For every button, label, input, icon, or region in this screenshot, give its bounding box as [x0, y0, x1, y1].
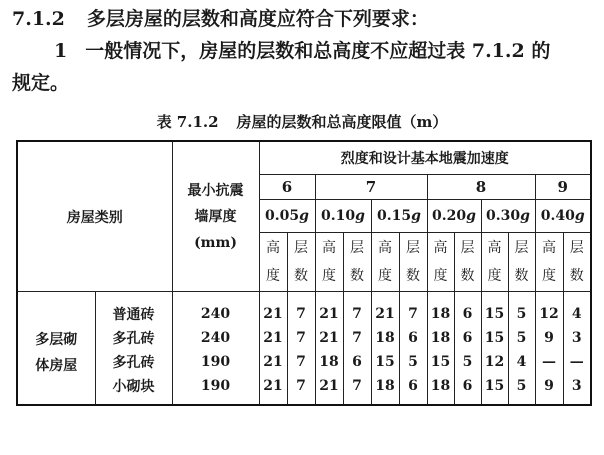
cell: 3: [563, 326, 591, 350]
cell: 21: [315, 326, 343, 350]
cell: 18: [371, 326, 399, 350]
cell: 15: [481, 292, 508, 327]
cell: 18: [315, 350, 343, 374]
floors-label: 层 数: [508, 233, 535, 292]
cell: 6: [343, 350, 371, 374]
cell: 4: [508, 350, 535, 374]
caption-number: 表 7.1.2: [156, 113, 219, 131]
cell: 5: [508, 326, 535, 350]
group-label: 多层砌 体房屋: [17, 292, 95, 406]
cell: 21: [371, 292, 399, 327]
cell: 3: [563, 374, 591, 405]
intensity-6: 6: [259, 175, 315, 200]
accel-0-30g: 0.30g: [481, 200, 535, 233]
height-label: 高 度: [481, 233, 508, 292]
item-text: 一般情况下，房屋的层数和总高度不应超过表 7.1.2 的: [85, 40, 551, 62]
thickness-line-3: (mm): [194, 234, 237, 251]
cell: 21: [315, 292, 343, 327]
row-thickness: 190: [172, 374, 259, 405]
cell: 5: [508, 292, 535, 327]
accel-0-40g: 0.40g: [535, 200, 591, 233]
cell: 9: [535, 374, 563, 405]
cell: 9: [535, 326, 563, 350]
floors-label: 层 数: [563, 233, 591, 292]
table-row: [17, 292, 591, 327]
row-type: 普通砖: [95, 292, 172, 327]
height-label: 高 度: [535, 233, 563, 292]
cell: 7: [287, 292, 315, 327]
cell: —: [563, 350, 591, 374]
cell: 18: [371, 374, 399, 405]
intensity-header: 烈度和设计基本地震加速度: [259, 141, 591, 175]
intensity-8: 8: [427, 175, 535, 200]
height-label: 高 度: [315, 233, 343, 292]
height-label: 高 度: [259, 233, 287, 292]
accel-0-15g: 0.15g: [371, 200, 427, 233]
cell: 21: [259, 350, 287, 374]
cell: 15: [481, 326, 508, 350]
table-row: [17, 374, 591, 405]
cell: 4: [563, 292, 591, 327]
table-row: [17, 326, 591, 350]
item-1: [54, 38, 550, 64]
item-text-cont: 规定。: [12, 72, 70, 94]
cell: 5: [399, 350, 427, 374]
row-thickness: 240: [172, 292, 259, 327]
cell: 12: [481, 350, 508, 374]
clause-text: 多层房屋的层数和高度应符合下列要求：: [86, 8, 429, 30]
cell: 18: [427, 374, 454, 405]
cell: 6: [454, 374, 481, 405]
row-thickness: 190: [172, 350, 259, 374]
cell: 7: [287, 326, 315, 350]
accel-0-10g: 0.10g: [315, 200, 371, 233]
cell: 7: [399, 292, 427, 327]
row-type: 多孔砖: [95, 350, 172, 374]
cell: —: [535, 350, 563, 374]
cell: 15: [371, 350, 399, 374]
accel-0-20g: 0.20g: [427, 200, 481, 233]
cell: 7: [287, 374, 315, 405]
cell: 6: [399, 326, 427, 350]
floors-label: 层 数: [287, 233, 315, 292]
cell: 7: [343, 374, 371, 405]
row-type: 多孔砖: [95, 326, 172, 350]
table-caption: [0, 111, 604, 132]
clause-7-1-2: [12, 6, 429, 32]
item-number: 1: [54, 40, 68, 62]
table-row: [17, 350, 591, 374]
cell: 5: [454, 350, 481, 374]
accel-0-05g: 0.05g: [259, 200, 315, 233]
cell: 7: [343, 326, 371, 350]
cell: 7: [287, 350, 315, 374]
cell: 15: [481, 374, 508, 405]
caption-text: 房屋的层数和总高度限值（m）: [236, 113, 448, 131]
row-thickness: 240: [172, 326, 259, 350]
height-label: 高 度: [427, 233, 454, 292]
row-type: 小砌块: [95, 374, 172, 405]
cell: 7: [343, 292, 371, 327]
cell: 18: [427, 292, 454, 327]
category-header: 房屋类别: [17, 141, 172, 292]
table-body: [17, 292, 591, 406]
thickness-line-2: 墙厚度: [194, 208, 237, 225]
intensity-9: 9: [535, 175, 591, 200]
thickness-line-1: 最小抗震: [187, 182, 244, 199]
cell: 6: [454, 292, 481, 327]
cell: 12: [535, 292, 563, 327]
floors-label: 层 数: [343, 233, 371, 292]
clause-number: 7.1.2: [12, 8, 65, 30]
cell: 15: [427, 350, 454, 374]
thickness-header: [172, 141, 259, 292]
height-label: 高 度: [371, 233, 399, 292]
cell: 21: [259, 326, 287, 350]
floors-label: 层 数: [399, 233, 427, 292]
cell: 5: [508, 374, 535, 405]
cell: 18: [427, 326, 454, 350]
cell: 21: [315, 374, 343, 405]
height-limit-table: [16, 140, 592, 406]
cell: 6: [454, 326, 481, 350]
intensity-7: 7: [315, 175, 427, 200]
cell: 6: [399, 374, 427, 405]
floors-label: 层 数: [454, 233, 481, 292]
cell: 21: [259, 374, 287, 405]
cell: 21: [259, 292, 287, 327]
item-1-continuation: [12, 70, 69, 96]
